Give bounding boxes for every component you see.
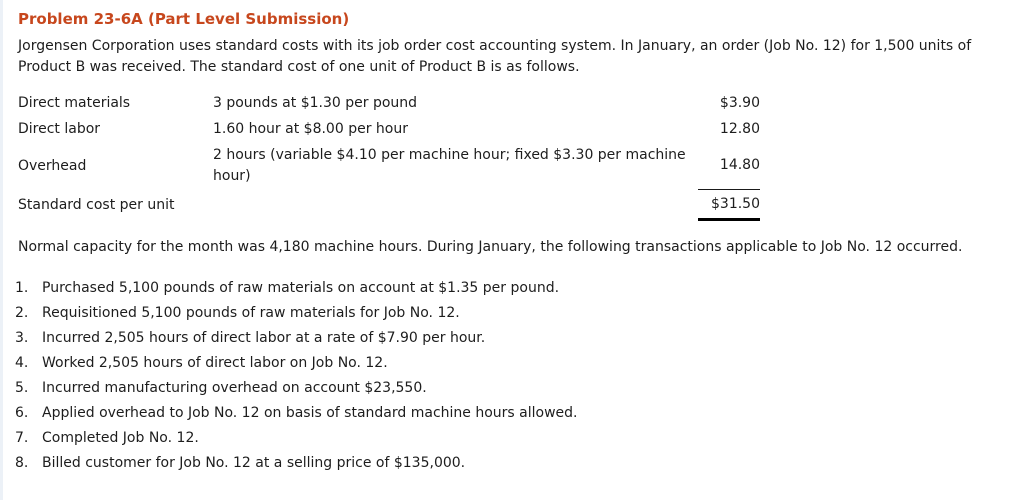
cost-row-detail: 2 hours (variable $4.10 per machine hour; fixed $3.30 per machine hour) xyxy=(213,147,686,184)
transaction-text: Applied overhead to Job No. 12 on basis of standard machine hours allowed. xyxy=(42,404,578,421)
transaction-number: 2. xyxy=(15,304,29,321)
transaction-number: 3. xyxy=(15,329,29,346)
transactions-list xyxy=(15,276,1004,476)
transaction-number: 7. xyxy=(15,429,29,446)
capacity-paragraph: Normal capacity for the month was 4,180 machine hours. During January, the following transactions applicable to Job No. 12 occurred. xyxy=(18,238,963,255)
transaction-item xyxy=(15,326,1004,351)
cost-row-overhead xyxy=(18,142,760,189)
transaction-item xyxy=(15,351,1004,376)
transaction-text: Purchased 5,100 pounds of raw materials on account at $1.35 per pound. xyxy=(42,279,560,296)
transaction-number: 8. xyxy=(15,454,29,471)
cost-total-spacer xyxy=(213,189,698,219)
transaction-text: Incurred manufacturing overhead on account $23,550. xyxy=(42,379,427,396)
transaction-number: 5. xyxy=(15,379,29,396)
standard-cost-table xyxy=(18,90,760,221)
transaction-text: Worked 2,505 hours of direct labor on Job No. 12. xyxy=(42,354,388,371)
cost-row-amount: $3.90 xyxy=(719,95,760,111)
cost-row-label: Overhead xyxy=(18,157,87,174)
cost-row-label: Direct labor xyxy=(18,121,101,137)
cost-row-amount: 12.80 xyxy=(719,121,760,137)
cost-row-direct-materials xyxy=(18,90,760,116)
transaction-item xyxy=(15,426,1004,451)
transaction-number: 6. xyxy=(15,404,29,421)
transaction-item xyxy=(15,301,1004,326)
cost-row-detail: 1.60 hour at $8.00 per hour xyxy=(213,121,408,137)
transaction-number: 1. xyxy=(15,279,29,296)
intro-paragraph: Jorgensen Corporation uses standard costs with its job order cost accounting system. In January, an order (Job No. 12) for 1,500 units of Product B was received. The standard cost of one unit of Product B is as follows. xyxy=(18,38,972,75)
transaction-item xyxy=(15,451,1004,476)
transaction-text: Completed Job No. 12. xyxy=(42,429,199,446)
cost-row-label: Direct materials xyxy=(18,95,131,111)
cost-row-amount: 14.80 xyxy=(719,157,760,174)
transaction-text: Billed customer for Job No. 12 at a selling price of $135,000. xyxy=(42,454,466,471)
problem-title: Problem 23-6A (Part Level Submission) xyxy=(18,10,350,28)
transaction-item xyxy=(15,401,1004,426)
transaction-text: Requisitioned 5,100 pounds of raw materials for Job No. 12. xyxy=(42,304,460,321)
transaction-text: Incurred 2,505 hours of direct labor at a rate of $7.90 per hour. xyxy=(42,329,486,346)
transaction-item xyxy=(15,376,1004,401)
transaction-item xyxy=(15,276,1004,301)
cost-total-label: Standard cost per unit xyxy=(18,196,175,213)
cost-total-row xyxy=(18,189,760,219)
cost-total-amount: $31.50 xyxy=(698,189,760,219)
transaction-number: 4. xyxy=(15,354,29,371)
cost-row-detail: 3 pounds at $1.30 per pound xyxy=(213,95,418,111)
cost-row-direct-labor xyxy=(18,116,760,142)
page-left-edge-stripe xyxy=(0,0,3,500)
